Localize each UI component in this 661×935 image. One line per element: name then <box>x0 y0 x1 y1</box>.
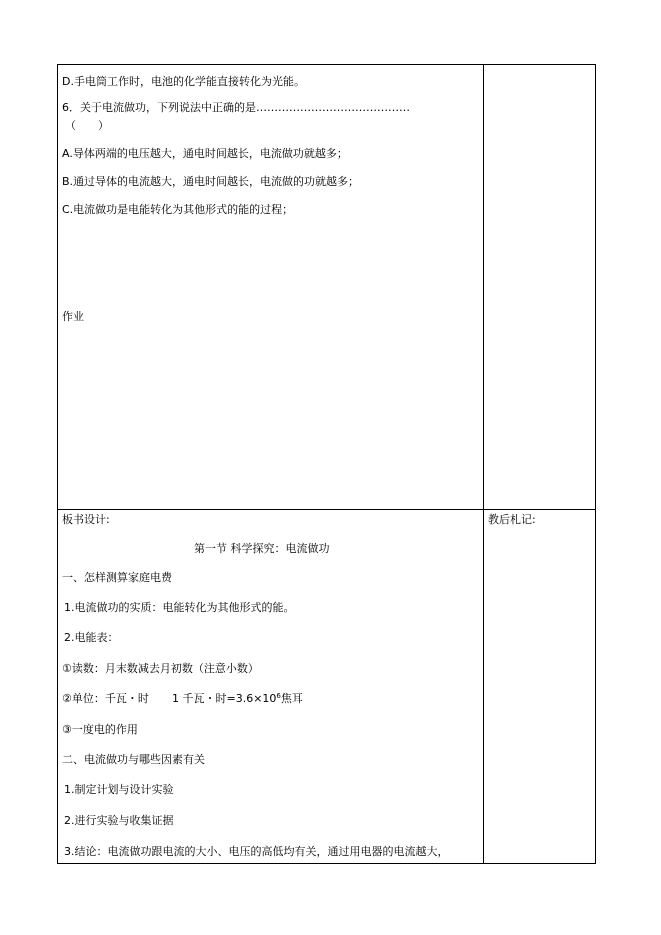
teaching-notes-label: 教后札记: <box>488 513 536 526</box>
heading-one: 一、怎样测算家庭电费 <box>62 571 172 584</box>
unit-conversion-value: 1 千瓦・时=3.6×10 <box>172 692 277 705</box>
step-2: 2.进行实验与收集证据 <box>64 814 174 827</box>
option-a-text: A.导体两端的电压越大，通电时间越长，电流做功就越多； <box>62 147 348 160</box>
table-bottom-border <box>57 863 596 864</box>
option-c-text: C.电流做功是电能转化为其他形式的能的过程； <box>62 203 294 216</box>
unit-conversion <box>172 692 303 707</box>
section-title: 第一节 科学探究：电流做功 <box>194 542 330 555</box>
point-1: 1.电流做功的实质：电能转化为其他形式的能。 <box>64 601 295 614</box>
heading-two: 二、电流做功与哪些因素有关 <box>62 753 205 766</box>
step-1: 1.制定计划与设计实验 <box>64 783 174 796</box>
point-reading: ①读数：月末数减去月初数（注意小数） <box>62 662 259 675</box>
table-top-border <box>57 64 596 65</box>
table-right-border <box>595 64 596 864</box>
point-unit: ②单位：千瓦・时 <box>62 692 149 705</box>
point-one-kwh-use: ③一度电的作用 <box>62 723 138 736</box>
unit-conversion-exponent: 6 <box>276 692 281 700</box>
point-2: 2.电能表： <box>64 631 119 644</box>
table-column-divider <box>483 64 484 864</box>
question-6-text: 6．关于电流做功，下列说法中正确的是…………………………………… <box>62 101 410 114</box>
question-6-answer-paren: （ ） <box>65 119 109 132</box>
unit-conversion-unit: 焦耳 <box>280 692 303 705</box>
option-d-text: D.手电筒工作时，电池的化学能直接转化为光能。 <box>62 75 305 88</box>
step-3-conclusion: 3.结论：电流做功跟电流的大小、电压的高低均有关，通过用电器的电流越大， <box>64 845 449 858</box>
table-left-border <box>57 64 58 864</box>
table-row-divider <box>57 509 596 510</box>
board-design-label: 板书设计: <box>62 513 110 526</box>
option-b-text: B.通过导体的电流越大，通电时间越长，电流做的功就越多； <box>62 175 360 188</box>
homework-label: 作业 <box>62 310 84 323</box>
